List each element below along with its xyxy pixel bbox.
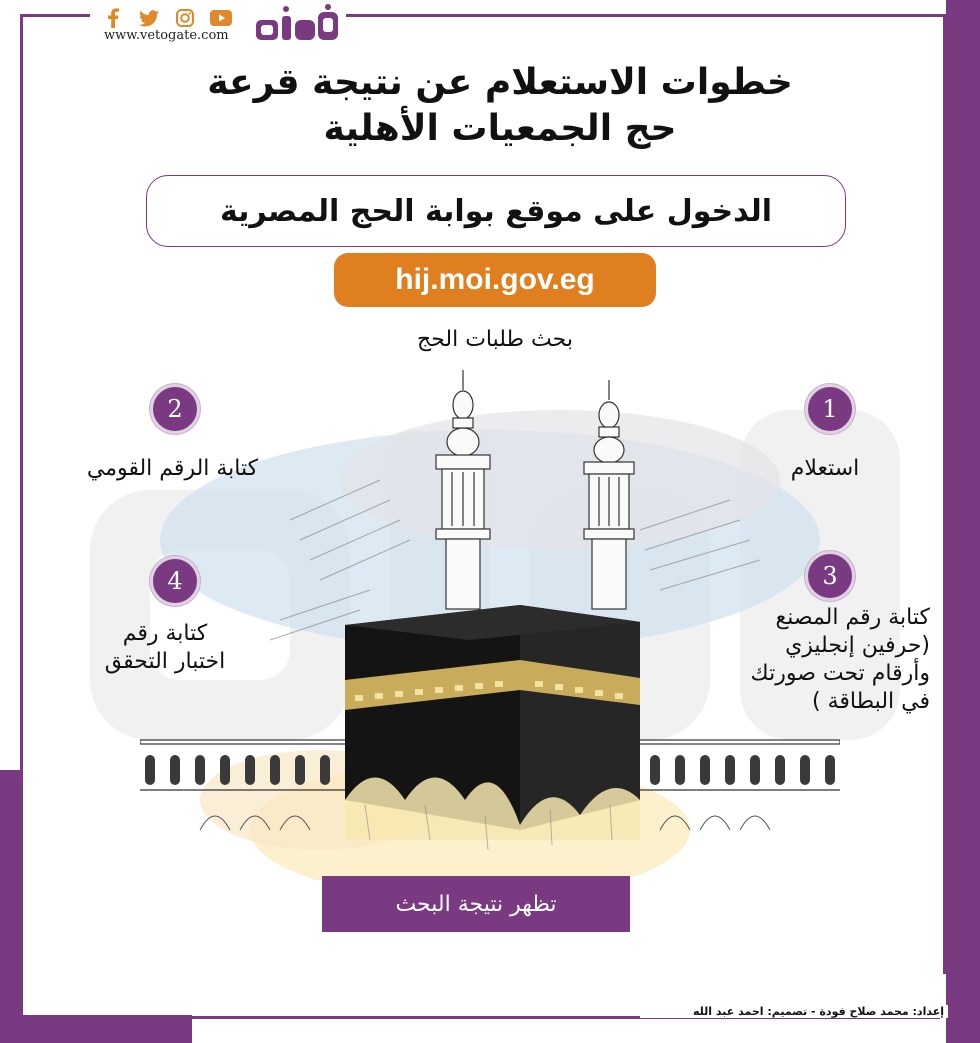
step-number-1: 1 (805, 384, 855, 434)
search-result-button[interactable]: تظهر نتيجة البحث (322, 876, 630, 932)
twitter-icon[interactable] (138, 8, 160, 28)
step-label-2: كتابة الرقم القومي (86, 456, 259, 481)
page-title (150, 60, 850, 152)
step-4-line-2: اختبار التحقق (104, 649, 226, 674)
step-portal-box: الدخول على موقع بوابة الحج المصرية (146, 175, 846, 247)
title-line-1: خطوات الاستعلام عن نتيجة قرعة (207, 62, 793, 103)
step-number-4: 4 (150, 556, 200, 606)
step-number-2: 2 (150, 384, 200, 434)
vetogate-logo (252, 2, 344, 46)
left-bar (0, 770, 22, 1043)
portal-url-button[interactable]: hij.moi.gov.eg (334, 253, 656, 307)
step-number-3: 3 (805, 551, 855, 601)
step-4-line-1: كتابة رقم (122, 621, 208, 646)
step-3-line-3: وأرقام تحت صورتك (750, 661, 930, 686)
frame-right (943, 14, 946, 974)
bottom-bar (0, 1015, 192, 1043)
facebook-icon[interactable] (102, 8, 124, 28)
right-bar (946, 0, 980, 1043)
social-links (102, 8, 232, 28)
site-url[interactable]: www.vetogate.com (104, 28, 229, 43)
step-label-4 (80, 620, 250, 676)
step-label-1: استعلام (790, 456, 860, 481)
title-line-2: حج الجمعيات الأهلية (323, 108, 677, 149)
credits: إعداد: محمد صلاح فودة - تصميم: احمد عبد الله (640, 1005, 948, 1018)
frame-top-right (346, 14, 946, 17)
step-label-3 (720, 604, 930, 716)
step-3-line-4: في البطاقة ) (812, 689, 930, 714)
instagram-icon[interactable] (174, 8, 196, 28)
step-3-line-2: (حرفين إنجليزي (785, 633, 930, 658)
search-requests-label: بحث طلبات الحج (417, 327, 573, 352)
frame-top-left (20, 14, 90, 17)
youtube-icon[interactable] (210, 8, 232, 28)
step-3-line-1: كتابة رقم المصنع (775, 605, 930, 630)
